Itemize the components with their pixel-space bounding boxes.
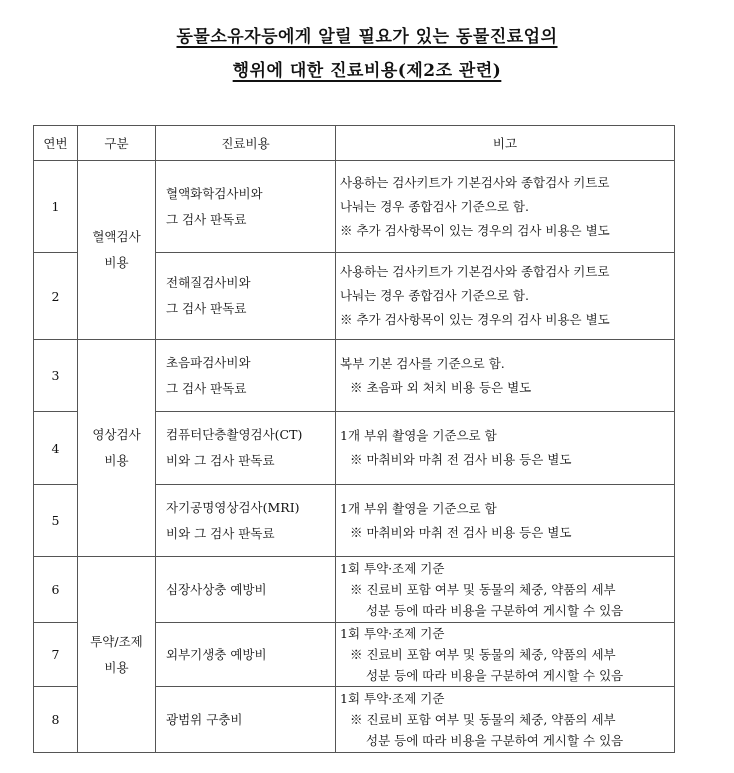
row-number: 1 xyxy=(34,161,78,253)
title-text-1: 동물소유자등에게 알릴 필요가 있는 동물진료업의 xyxy=(176,27,558,47)
note-text: ※ 마취비와 마취 전 검사 비용 등은 별도 xyxy=(350,452,572,467)
cost-cell xyxy=(156,412,336,485)
category-label: 혈액검사 xyxy=(92,229,141,244)
cost-text: 컴퓨터단층촬영검사(CT) xyxy=(166,427,303,442)
note-text: ※ 추가 검사항목이 있는 경우의 검사 비용은 별도 xyxy=(340,312,610,327)
cost-text: 비와 그 검사 판독료 xyxy=(166,453,275,468)
cost-text: 외부기생충 예방비 xyxy=(166,646,267,662)
note-cell xyxy=(336,687,675,753)
fee-table xyxy=(33,125,675,753)
cost-cell xyxy=(156,340,336,412)
note-text: 성분 등에 따라 비용을 구분하여 게시할 수 있음 xyxy=(366,668,624,683)
cost-text: 비와 그 검사 판독료 xyxy=(166,525,275,541)
cost-text: 그 검사 판독료 xyxy=(166,211,247,227)
cost-text: 그 검사 판독료 xyxy=(166,301,247,316)
note-text: 성분 등에 따라 비용을 구분하여 게시할 수 있음 xyxy=(366,733,624,748)
note-cell xyxy=(336,340,675,412)
note-cell xyxy=(336,623,675,687)
row-number: 7 xyxy=(34,623,78,687)
table-row xyxy=(34,161,675,253)
cost-text: 그 검사 판독료 xyxy=(166,380,247,396)
row-number: 8 xyxy=(34,687,78,753)
header-cost: 진료비용 xyxy=(156,126,336,161)
note-text: ※ 진료비 포함 여부 및 동물의 체중, 약품의 세부 xyxy=(350,712,616,727)
cost-cell xyxy=(156,687,336,753)
note-text: ※ 진료비 포함 여부 및 동물의 체중, 약품의 세부 xyxy=(350,647,616,662)
category-label: 비용 xyxy=(104,659,129,675)
note-text: 복부 기본 검사를 기준으로 함. xyxy=(340,355,505,371)
note-cell xyxy=(336,485,675,557)
table-row xyxy=(34,557,675,623)
note-text: ※ 추가 검사항목이 있는 경우의 검사 비용은 별도 xyxy=(340,222,610,238)
note-text: 사용하는 검사키트가 기본검사와 종합검사 키트로 xyxy=(340,174,610,190)
cost-text: 자기공명영상검사(MRI) xyxy=(166,499,300,515)
cost-text: 광범위 구충비 xyxy=(166,711,243,727)
note-text: 1개 부위 촬영을 기준으로 함 xyxy=(340,428,497,443)
category-cell xyxy=(78,161,156,340)
cost-cell xyxy=(156,623,336,687)
header-category: 구분 xyxy=(78,126,156,161)
note-text: 나눠는 경우 종합검사 기준으로 함. xyxy=(340,198,529,214)
note-text: 1회 투약·조제 기준 xyxy=(340,691,445,706)
header-no: 연번 xyxy=(34,126,78,161)
cost-text: 전해질검사비와 xyxy=(166,275,251,290)
cost-text: 심장사상충 예방비 xyxy=(166,581,267,597)
category-cell xyxy=(78,340,156,557)
row-number: 3 xyxy=(34,340,78,412)
note-cell xyxy=(336,253,675,340)
row-number: 4 xyxy=(34,412,78,485)
category-label: 영상검사 xyxy=(92,427,141,442)
note-cell xyxy=(336,161,675,253)
row-number: 2 xyxy=(34,253,78,340)
document-title-line-1 xyxy=(0,22,734,47)
cost-cell xyxy=(156,253,336,340)
note-text: ※ 초음파 외 처치 비용 등은 별도 xyxy=(350,379,532,395)
note-text: 사용하는 검사키트가 기본검사와 종합검사 키트로 xyxy=(340,264,610,279)
cost-cell xyxy=(156,557,336,623)
category-label: 투약/조제 xyxy=(90,633,143,649)
note-text: 나눠는 경우 종합검사 기준으로 함. xyxy=(340,288,529,303)
row-number: 6 xyxy=(34,557,78,623)
category-label: 비용 xyxy=(104,255,129,270)
row-number: 5 xyxy=(34,485,78,557)
cost-text: 초음파검사비와 xyxy=(166,354,251,370)
category-label: 비용 xyxy=(104,453,129,468)
note-text: ※ 진료비 포함 여부 및 동물의 체중, 약품의 세부 xyxy=(350,582,616,597)
note-text: 1개 부위 촬영을 기준으로 함 xyxy=(340,500,497,516)
category-cell xyxy=(78,557,156,753)
note-text: 1회 투약·조제 기준 xyxy=(340,561,445,576)
table-header-row xyxy=(34,126,675,161)
cost-text: 혈액화학검사비와 xyxy=(166,185,263,201)
note-text: 1회 투약·조제 기준 xyxy=(340,626,445,641)
table-row xyxy=(34,340,675,412)
note-text: 성분 등에 따라 비용을 구분하여 게시할 수 있음 xyxy=(366,603,624,618)
note-cell xyxy=(336,412,675,485)
header-note: 비고 xyxy=(336,126,675,161)
document-title-line-2 xyxy=(0,56,734,81)
title-text-2: 행위에 대한 진료비용(제2조 관련) xyxy=(232,61,502,81)
note-cell xyxy=(336,557,675,623)
note-text: ※ 마취비와 마취 전 검사 비용 등은 별도 xyxy=(350,524,572,540)
cost-cell xyxy=(156,485,336,557)
cost-cell xyxy=(156,161,336,253)
